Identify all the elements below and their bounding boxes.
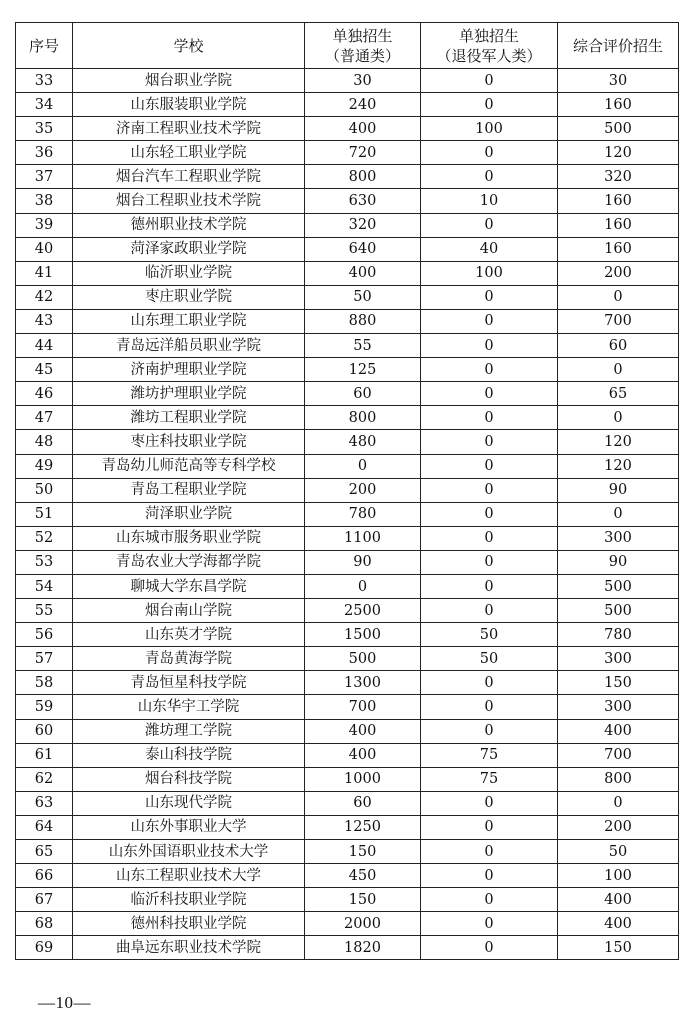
independent-general: 780 — [305, 502, 421, 526]
comprehensive: 30 — [558, 69, 679, 93]
row-index: 53 — [16, 550, 73, 574]
comprehensive: 120 — [558, 454, 679, 478]
row-index: 66 — [16, 864, 73, 888]
table-row — [16, 743, 679, 767]
independent-general: 1300 — [305, 671, 421, 695]
page-number: —10— — [38, 993, 91, 1012]
row-index: 41 — [16, 261, 73, 285]
school-name: 青岛远洋船员职业学院 — [73, 334, 305, 358]
comprehensive: 400 — [558, 888, 679, 912]
row-index: 45 — [16, 358, 73, 382]
row-index: 49 — [16, 454, 73, 478]
independent-general: 800 — [305, 165, 421, 189]
school-name: 山东华宇工学院 — [73, 695, 305, 719]
independent-general: 50 — [305, 285, 421, 309]
table-row — [16, 430, 679, 454]
table-row — [16, 912, 679, 936]
table-row — [16, 719, 679, 743]
independent-veteran: 50 — [421, 647, 558, 671]
table-row — [16, 285, 679, 309]
row-index: 51 — [16, 502, 73, 526]
row-index: 56 — [16, 623, 73, 647]
school-name: 临沂科技职业学院 — [73, 888, 305, 912]
comprehensive: 200 — [558, 261, 679, 285]
header-school: 学校 — [73, 23, 305, 69]
table-row — [16, 478, 679, 502]
row-index: 59 — [16, 695, 73, 719]
school-name: 烟台南山学院 — [73, 599, 305, 623]
table-row — [16, 599, 679, 623]
school-name: 德州职业技术学院 — [73, 213, 305, 237]
independent-general: 450 — [305, 864, 421, 888]
independent-general: 400 — [305, 117, 421, 141]
independent-veteran: 0 — [421, 358, 558, 382]
comprehensive: 150 — [558, 671, 679, 695]
row-index: 34 — [16, 93, 73, 117]
header-independent-general: 单独招生 （普通类） — [305, 23, 421, 69]
independent-veteran: 50 — [421, 623, 558, 647]
table-row — [16, 815, 679, 839]
table-row — [16, 888, 679, 912]
row-index: 64 — [16, 815, 73, 839]
school-name: 烟台工程职业技术学院 — [73, 189, 305, 213]
school-name: 山东外事职业大学 — [73, 815, 305, 839]
table-row — [16, 840, 679, 864]
independent-general: 0 — [305, 454, 421, 478]
school-name: 枣庄科技职业学院 — [73, 430, 305, 454]
independent-veteran: 0 — [421, 864, 558, 888]
table-row — [16, 502, 679, 526]
table-row — [16, 189, 679, 213]
independent-general: 125 — [305, 358, 421, 382]
table-row — [16, 695, 679, 719]
independent-veteran: 0 — [421, 165, 558, 189]
table-row — [16, 93, 679, 117]
comprehensive: 700 — [558, 309, 679, 333]
comprehensive: 300 — [558, 526, 679, 550]
table-row — [16, 406, 679, 430]
school-name: 曲阜远东职业技术学院 — [73, 936, 305, 960]
header-independent-veteran: 单独招生 （退役军人类） — [421, 23, 558, 69]
table-row — [16, 213, 679, 237]
header-index: 序号 — [16, 23, 73, 69]
school-name: 青岛幼儿师范高等专科学校 — [73, 454, 305, 478]
table-row — [16, 936, 679, 960]
school-name: 青岛农业大学海都学院 — [73, 550, 305, 574]
row-index: 40 — [16, 237, 73, 261]
school-name: 聊城大学东昌学院 — [73, 574, 305, 598]
table-row — [16, 165, 679, 189]
row-index: 69 — [16, 936, 73, 960]
row-index: 67 — [16, 888, 73, 912]
comprehensive: 60 — [558, 334, 679, 358]
row-index: 61 — [16, 743, 73, 767]
comprehensive: 0 — [558, 791, 679, 815]
table-row — [16, 382, 679, 406]
independent-general: 240 — [305, 93, 421, 117]
table-row — [16, 623, 679, 647]
school-name: 临沂职业学院 — [73, 261, 305, 285]
table-row — [16, 671, 679, 695]
independent-general: 400 — [305, 261, 421, 285]
independent-veteran: 75 — [421, 743, 558, 767]
independent-general: 1820 — [305, 936, 421, 960]
independent-veteran: 0 — [421, 309, 558, 333]
comprehensive: 300 — [558, 647, 679, 671]
row-index: 54 — [16, 574, 73, 598]
table-row — [16, 574, 679, 598]
independent-general: 1100 — [305, 526, 421, 550]
school-name: 烟台职业学院 — [73, 69, 305, 93]
row-index: 39 — [16, 213, 73, 237]
school-name: 泰山科技学院 — [73, 743, 305, 767]
independent-veteran: 0 — [421, 478, 558, 502]
table-row — [16, 141, 679, 165]
row-index: 65 — [16, 840, 73, 864]
independent-veteran: 0 — [421, 888, 558, 912]
independent-general: 150 — [305, 840, 421, 864]
school-name: 枣庄职业学院 — [73, 285, 305, 309]
row-index: 43 — [16, 309, 73, 333]
independent-veteran: 0 — [421, 671, 558, 695]
independent-veteran: 0 — [421, 936, 558, 960]
independent-veteran: 0 — [421, 334, 558, 358]
comprehensive: 500 — [558, 117, 679, 141]
row-index: 60 — [16, 719, 73, 743]
independent-veteran: 0 — [421, 285, 558, 309]
row-index: 55 — [16, 599, 73, 623]
independent-general: 2500 — [305, 599, 421, 623]
school-name: 潍坊理工学院 — [73, 719, 305, 743]
comprehensive: 400 — [558, 719, 679, 743]
comprehensive: 65 — [558, 382, 679, 406]
comprehensive: 160 — [558, 93, 679, 117]
independent-general: 2000 — [305, 912, 421, 936]
enrollment-table — [15, 22, 679, 960]
independent-veteran: 0 — [421, 526, 558, 550]
row-index: 36 — [16, 141, 73, 165]
table-row — [16, 647, 679, 671]
independent-general: 200 — [305, 478, 421, 502]
school-name: 青岛恒星科技学院 — [73, 671, 305, 695]
independent-general: 60 — [305, 791, 421, 815]
row-index: 62 — [16, 767, 73, 791]
comprehensive: 160 — [558, 213, 679, 237]
comprehensive: 780 — [558, 623, 679, 647]
comprehensive: 160 — [558, 237, 679, 261]
comprehensive: 160 — [558, 189, 679, 213]
independent-veteran: 100 — [421, 261, 558, 285]
table-row — [16, 767, 679, 791]
row-index: 38 — [16, 189, 73, 213]
independent-veteran: 0 — [421, 382, 558, 406]
table-row — [16, 69, 679, 93]
independent-general: 880 — [305, 309, 421, 333]
independent-veteran: 100 — [421, 117, 558, 141]
school-name: 菏泽家政职业学院 — [73, 237, 305, 261]
independent-general: 700 — [305, 695, 421, 719]
row-index: 63 — [16, 791, 73, 815]
table-row — [16, 454, 679, 478]
independent-veteran: 0 — [421, 815, 558, 839]
independent-general: 150 — [305, 888, 421, 912]
comprehensive: 50 — [558, 840, 679, 864]
comprehensive: 400 — [558, 912, 679, 936]
independent-veteran: 0 — [421, 502, 558, 526]
independent-veteran: 0 — [421, 695, 558, 719]
independent-general: 720 — [305, 141, 421, 165]
school-name: 青岛黄海学院 — [73, 647, 305, 671]
independent-veteran: 0 — [421, 719, 558, 743]
row-index: 52 — [16, 526, 73, 550]
independent-general: 60 — [305, 382, 421, 406]
table-row — [16, 358, 679, 382]
independent-general: 1500 — [305, 623, 421, 647]
independent-general: 630 — [305, 189, 421, 213]
independent-veteran: 0 — [421, 574, 558, 598]
row-index: 58 — [16, 671, 73, 695]
independent-veteran: 0 — [421, 141, 558, 165]
school-name: 烟台科技学院 — [73, 767, 305, 791]
independent-general: 30 — [305, 69, 421, 93]
school-name: 山东工程职业技术大学 — [73, 864, 305, 888]
table-row — [16, 864, 679, 888]
school-name: 山东外国语职业技术大学 — [73, 840, 305, 864]
row-index: 44 — [16, 334, 73, 358]
school-name: 潍坊工程职业学院 — [73, 406, 305, 430]
comprehensive: 700 — [558, 743, 679, 767]
row-index: 68 — [16, 912, 73, 936]
comprehensive: 0 — [558, 406, 679, 430]
independent-general: 500 — [305, 647, 421, 671]
comprehensive: 150 — [558, 936, 679, 960]
school-name: 山东服装职业学院 — [73, 93, 305, 117]
comprehensive: 500 — [558, 574, 679, 598]
comprehensive: 320 — [558, 165, 679, 189]
table-row — [16, 526, 679, 550]
independent-general: 0 — [305, 574, 421, 598]
school-name: 青岛工程职业学院 — [73, 478, 305, 502]
independent-general: 1000 — [305, 767, 421, 791]
independent-veteran: 0 — [421, 406, 558, 430]
header-row — [16, 23, 679, 69]
school-name: 山东城市服务职业学院 — [73, 526, 305, 550]
table-row — [16, 117, 679, 141]
school-name: 烟台汽车工程职业学院 — [73, 165, 305, 189]
comprehensive: 0 — [558, 285, 679, 309]
comprehensive: 0 — [558, 358, 679, 382]
independent-veteran: 40 — [421, 237, 558, 261]
independent-veteran: 10 — [421, 189, 558, 213]
comprehensive: 100 — [558, 864, 679, 888]
row-index: 37 — [16, 165, 73, 189]
school-name: 潍坊护理职业学院 — [73, 382, 305, 406]
independent-general: 320 — [305, 213, 421, 237]
comprehensive: 300 — [558, 695, 679, 719]
school-name: 德州科技职业学院 — [73, 912, 305, 936]
independent-veteran: 0 — [421, 912, 558, 936]
comprehensive: 90 — [558, 550, 679, 574]
independent-general: 400 — [305, 743, 421, 767]
independent-veteran: 0 — [421, 599, 558, 623]
table-row — [16, 309, 679, 333]
table-row — [16, 791, 679, 815]
table-row — [16, 334, 679, 358]
independent-veteran: 0 — [421, 430, 558, 454]
row-index: 47 — [16, 406, 73, 430]
independent-veteran: 0 — [421, 93, 558, 117]
comprehensive: 200 — [558, 815, 679, 839]
table-row — [16, 237, 679, 261]
school-name: 济南护理职业学院 — [73, 358, 305, 382]
independent-veteran: 0 — [421, 454, 558, 478]
row-index: 35 — [16, 117, 73, 141]
independent-veteran: 0 — [421, 69, 558, 93]
comprehensive: 90 — [558, 478, 679, 502]
comprehensive: 0 — [558, 502, 679, 526]
independent-general: 640 — [305, 237, 421, 261]
table-row — [16, 261, 679, 285]
school-name: 山东英才学院 — [73, 623, 305, 647]
school-name: 山东现代学院 — [73, 791, 305, 815]
independent-general: 480 — [305, 430, 421, 454]
comprehensive: 500 — [558, 599, 679, 623]
row-index: 48 — [16, 430, 73, 454]
school-name: 菏泽职业学院 — [73, 502, 305, 526]
independent-veteran: 0 — [421, 791, 558, 815]
row-index: 57 — [16, 647, 73, 671]
independent-general: 1250 — [305, 815, 421, 839]
independent-general: 55 — [305, 334, 421, 358]
school-name: 济南工程职业技术学院 — [73, 117, 305, 141]
school-name: 山东理工职业学院 — [73, 309, 305, 333]
row-index: 42 — [16, 285, 73, 309]
school-name: 山东轻工职业学院 — [73, 141, 305, 165]
comprehensive: 120 — [558, 430, 679, 454]
row-index: 46 — [16, 382, 73, 406]
independent-general: 400 — [305, 719, 421, 743]
comprehensive: 120 — [558, 141, 679, 165]
table-row — [16, 550, 679, 574]
independent-veteran: 0 — [421, 840, 558, 864]
independent-veteran: 0 — [421, 550, 558, 574]
independent-general: 800 — [305, 406, 421, 430]
header-comprehensive: 综合评价招生 — [558, 23, 679, 69]
row-index: 33 — [16, 69, 73, 93]
independent-veteran: 75 — [421, 767, 558, 791]
independent-general: 90 — [305, 550, 421, 574]
independent-veteran: 0 — [421, 213, 558, 237]
row-index: 50 — [16, 478, 73, 502]
comprehensive: 800 — [558, 767, 679, 791]
